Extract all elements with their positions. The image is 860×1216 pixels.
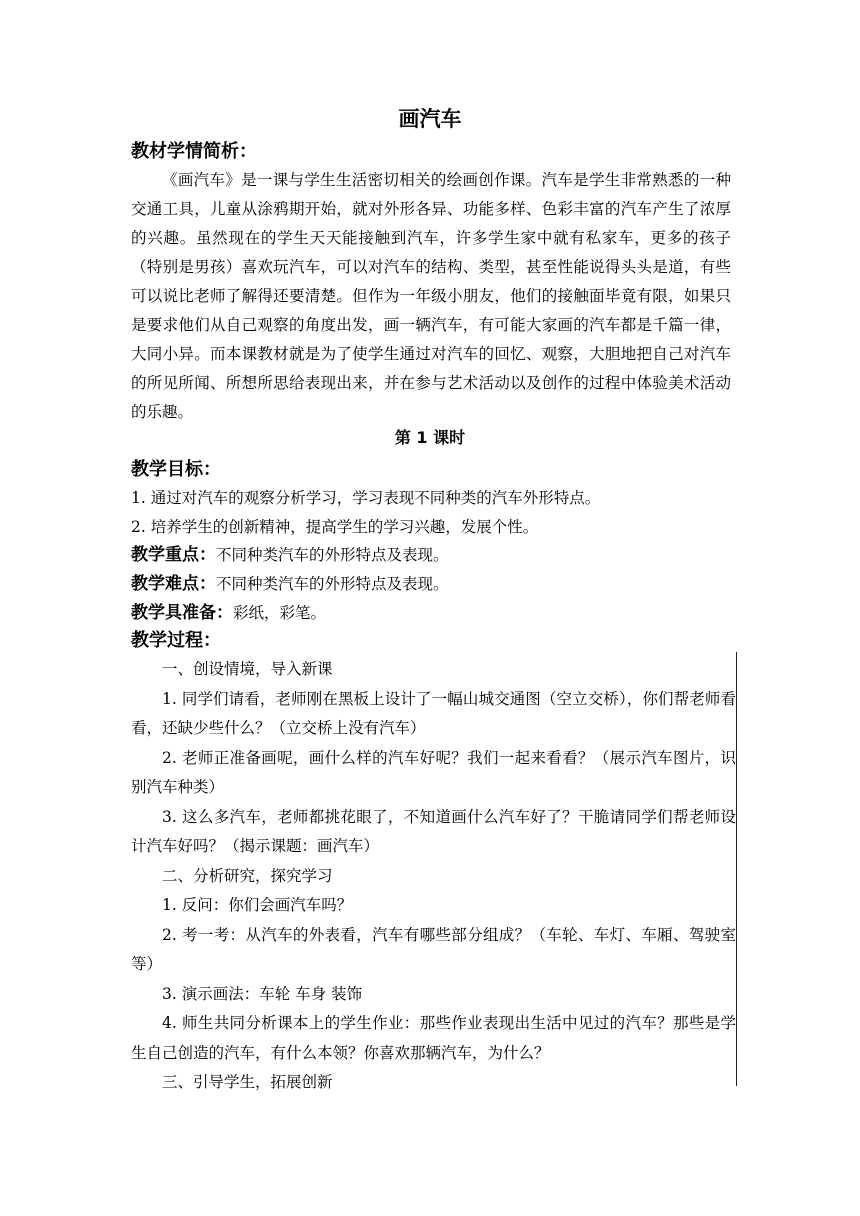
key-point-text: 不同种类汽车的外形特点及表现。 [216, 546, 449, 564]
process-paragraph: 一、创设情境，导入新课 [162, 660, 333, 678]
session-heading: 第 1 课时 [394, 428, 466, 447]
key-point-row [131, 542, 449, 568]
materials-label: 教学具准备： [131, 603, 233, 623]
difficulty-text: 不同种类汽车的外形特点及表现。 [216, 575, 449, 593]
process-paragraph: 3. 演示画法：车轮 车身 装饰 [162, 984, 363, 1003]
objectives-heading: 教学目标： [131, 459, 221, 480]
key-point-label: 教学重点： [131, 545, 216, 565]
process-body [131, 655, 736, 1098]
materials-row [131, 600, 326, 626]
table-border-line [736, 652, 737, 1086]
process-paragraph: 1. 同学们请看，老师刚在黑板上设计了一幅山城交通图（空立交桥），你们帮老师看看，还缺少些什么？（立交桥上没有汽车） [131, 689, 736, 737]
analysis-text: 《画汽车》是一课与学生生活密切相关的绘画创作课。汽车是学生非常熟悉的一种交通工具，儿童从涂鸦期开始，就对外形各异、功能多样、色彩丰富的汽车产生了浓厚的兴趣。虽然现在的学生天天能接触到汽车，许多学生家中就有私家车，更多的孩子（特别是男孩）喜欢玩汽车，可以对汽车的结构、类型，甚至性能说得头头是道，有些可以说比老师了解得还要清楚。但作为一年级小朋友，他们的接触面毕竟有限，如果只是要求他们从自己观察的角度出发，画一辆汽车，有可能大家画的汽车都是千篇一律，大同小异。而本课教材就是为了使学生通过对汽车的回忆、观察，大胆地把自己对汽车的所见所闻、所想所思给表现出来，并在参与艺术活动以及创作的过程中体验美术活动的乐趣。 [131, 171, 731, 421]
analysis-heading: 教材学情简析： [131, 141, 257, 162]
process-paragraph: 1. 反问：你们会画汽车吗？ [162, 896, 353, 914]
difficulty-label: 教学难点： [131, 574, 216, 594]
difficulty-row [131, 571, 449, 597]
process-paragraph: 3. 这么多汽车，老师都挑花眼了，不知道画什么汽车好了？干脆请同学们帮老师设计汽车好吗？（揭示课题：画汽车） [131, 807, 736, 855]
materials-text: 彩纸，彩笔。 [233, 604, 327, 622]
process-paragraph: 二、分析研究，探究学习 [162, 866, 333, 885]
process-paragraph: 2. 老师正准备画呢，画什么样的汽车好呢？我们一起来看看？（展示汽车图片，识别汽车种类） [131, 748, 736, 796]
analysis-paragraph [131, 166, 731, 427]
process-paragraph: 三、引导学生，拓展创新 [162, 1073, 333, 1091]
process-paragraph: 4. 师生共同分析课本上的学生作业：那些作业表现出生活中见过的汽车？那些是学生自己创造的汽车，有什么本领？你喜欢那辆汽车，为什么？ [131, 1014, 736, 1062]
objective-item: 1. 通过对汽车的观察分析学习，学习表现不同种类的汽车外形特点。 [131, 489, 601, 507]
objective-item: 2. 培养学生的创新精神，提高学生的学习兴趣，发展个性。 [131, 518, 539, 536]
process-heading: 教学过程： [131, 630, 221, 651]
process-paragraph: 2. 考一考：从汽车的外表看，汽车有哪些部分组成？（车轮、车灯、车厢、驾驶室等） [131, 925, 736, 973]
page-title: 画汽车 [398, 107, 462, 131]
